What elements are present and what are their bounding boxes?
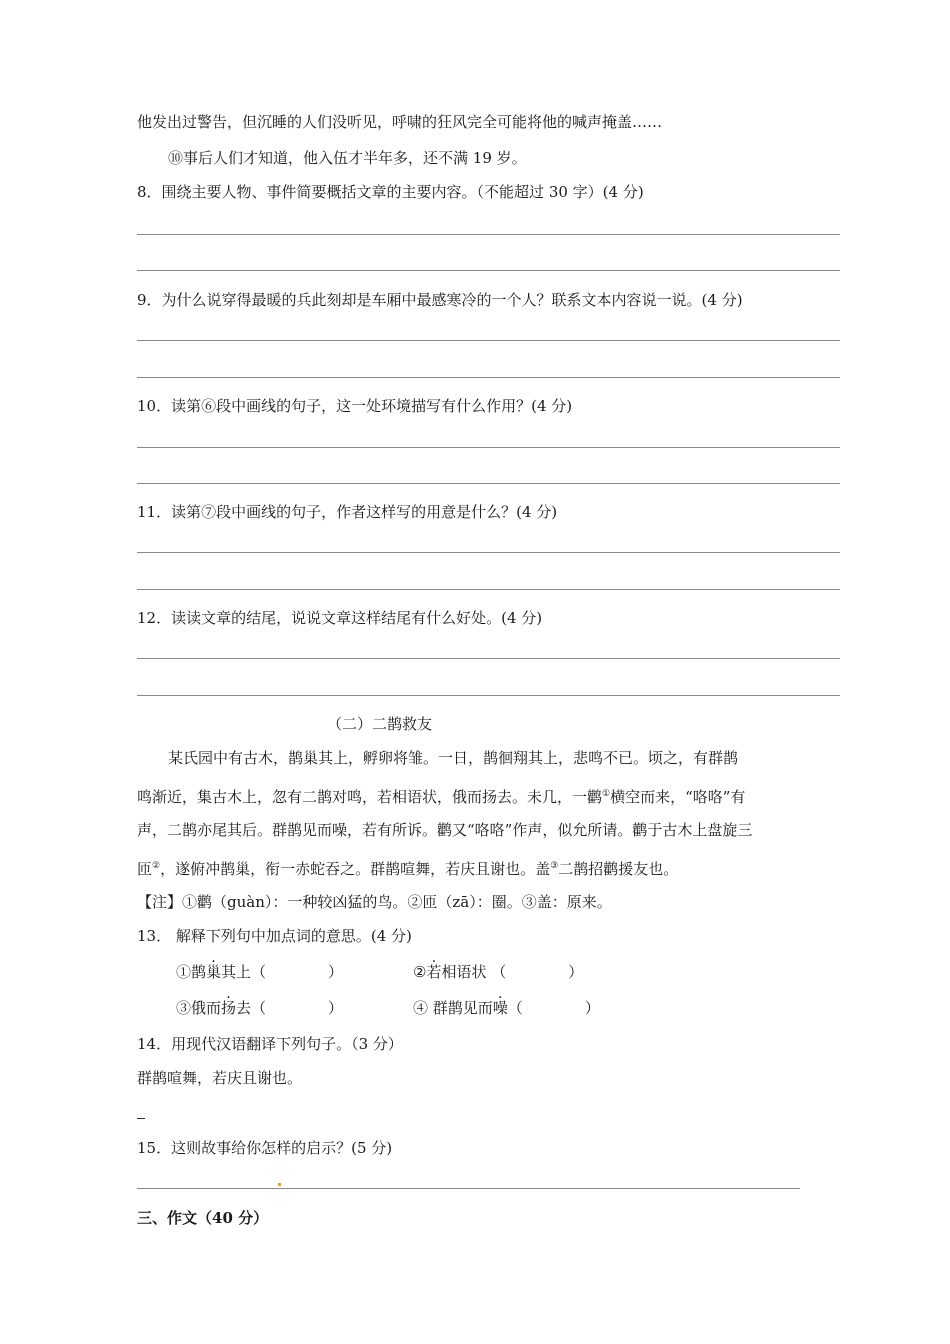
question-12: 12．读读文章的结尾，说说文章这样结尾有什么好处。(4 分) (137, 609, 543, 627)
question-9: 9．为什么说穿得最暖的兵此刻却是车厢中最感寒冷的一个人？联系文本内容说一说。(4 分) (137, 291, 743, 309)
annotation-note: 【注】①鹳（guàn）：一种较凶猛的鸟。②匝（zā）：圈。③盖：原来。 (137, 893, 612, 911)
answer-line[interactable] (137, 234, 840, 235)
question-15: 15．这则故事给你怎样的启示？(5 分) (137, 1139, 393, 1157)
answer-mark (137, 1118, 145, 1119)
q13-item-1: ①鹊巢其上（ ） (176, 963, 344, 981)
answer-line[interactable] (137, 1188, 800, 1189)
question-8: 8．围绕主要人物、事件简要概括文章的主要内容。（不能超过 30 字）(4 分) (137, 183, 644, 201)
dotted-char: 扬 (221, 999, 237, 1017)
classical-text-line: 匝②，遂俯冲鹊巢，衔一赤蛇吞之。群鹊喧舞，若庆且谢也。盖③二鹊招鹳援友也。 (137, 860, 679, 878)
answer-line[interactable] (137, 589, 840, 590)
passage-line: ⑩事后人们才知道，他入伍才半年多，还不满 19 岁。 (168, 149, 527, 167)
answer-line[interactable] (137, 270, 840, 271)
classical-text-line: 鸣渐近，集古木上，忽有二鹊对鸣，若相语状，俄而扬去。未几，一鹳①横空而来，“咯咯”有 (137, 788, 746, 806)
dotted-char: 若 (426, 963, 442, 981)
footnote-ref: ② (152, 861, 161, 871)
answer-line[interactable] (137, 340, 840, 341)
answer-line[interactable] (137, 377, 840, 378)
section-heading: 三、作文（40 分） (137, 1209, 269, 1227)
question-14: 14．用现代汉语翻译下列句子。（3 分） (137, 1035, 403, 1053)
footnote-ref: ① (602, 789, 611, 799)
q13-item-2: ②若相语状 （ ） (413, 963, 584, 981)
section-title: （二）二鹊救友 (327, 715, 433, 733)
answer-line[interactable] (137, 447, 840, 448)
footnote-ref: ③ (550, 861, 559, 871)
translate-sentence: 群鹊喧舞，若庆且谢也。 (137, 1069, 303, 1087)
q13-item-4: ④ 群鹊见而噪（ ） (413, 999, 600, 1017)
answer-line[interactable] (137, 552, 840, 553)
classical-text-line: 某氏园中有古木，鹊巢其上，孵卵将雏。一日，鹊徊翔其上，悲鸣不已。顷之，有群鹊 (168, 749, 739, 767)
dotted-char: 噪 (492, 999, 508, 1017)
dotted-char: 巢 (206, 963, 222, 981)
classical-text-line: 声，二鹊亦尾其后。群鹊见而噪，若有所诉。鹳又“咯咯”作声，似允所请。鹳于古木上盘旋三 (137, 821, 753, 839)
question-10: 10．读第⑥段中画线的句子，这一处环境描写有什么作用？(4 分) (137, 397, 573, 415)
answer-line[interactable] (137, 658, 840, 659)
answer-line[interactable] (137, 695, 840, 696)
q13-item-3: ③俄而扬去（ ） (176, 999, 344, 1017)
passage-line: 他发出过警告，但沉睡的人们没听见，呼啸的狂风完全可能将他的喊声掩盖…… (137, 113, 663, 131)
question-13: 13． 解释下列句中加点词的意思。(4 分) (137, 927, 412, 945)
question-11: 11．读第⑦段中画线的句子，作者这样写的用意是什么？(4 分) (137, 503, 558, 521)
answer-line[interactable] (137, 483, 840, 484)
speck (278, 1183, 281, 1186)
